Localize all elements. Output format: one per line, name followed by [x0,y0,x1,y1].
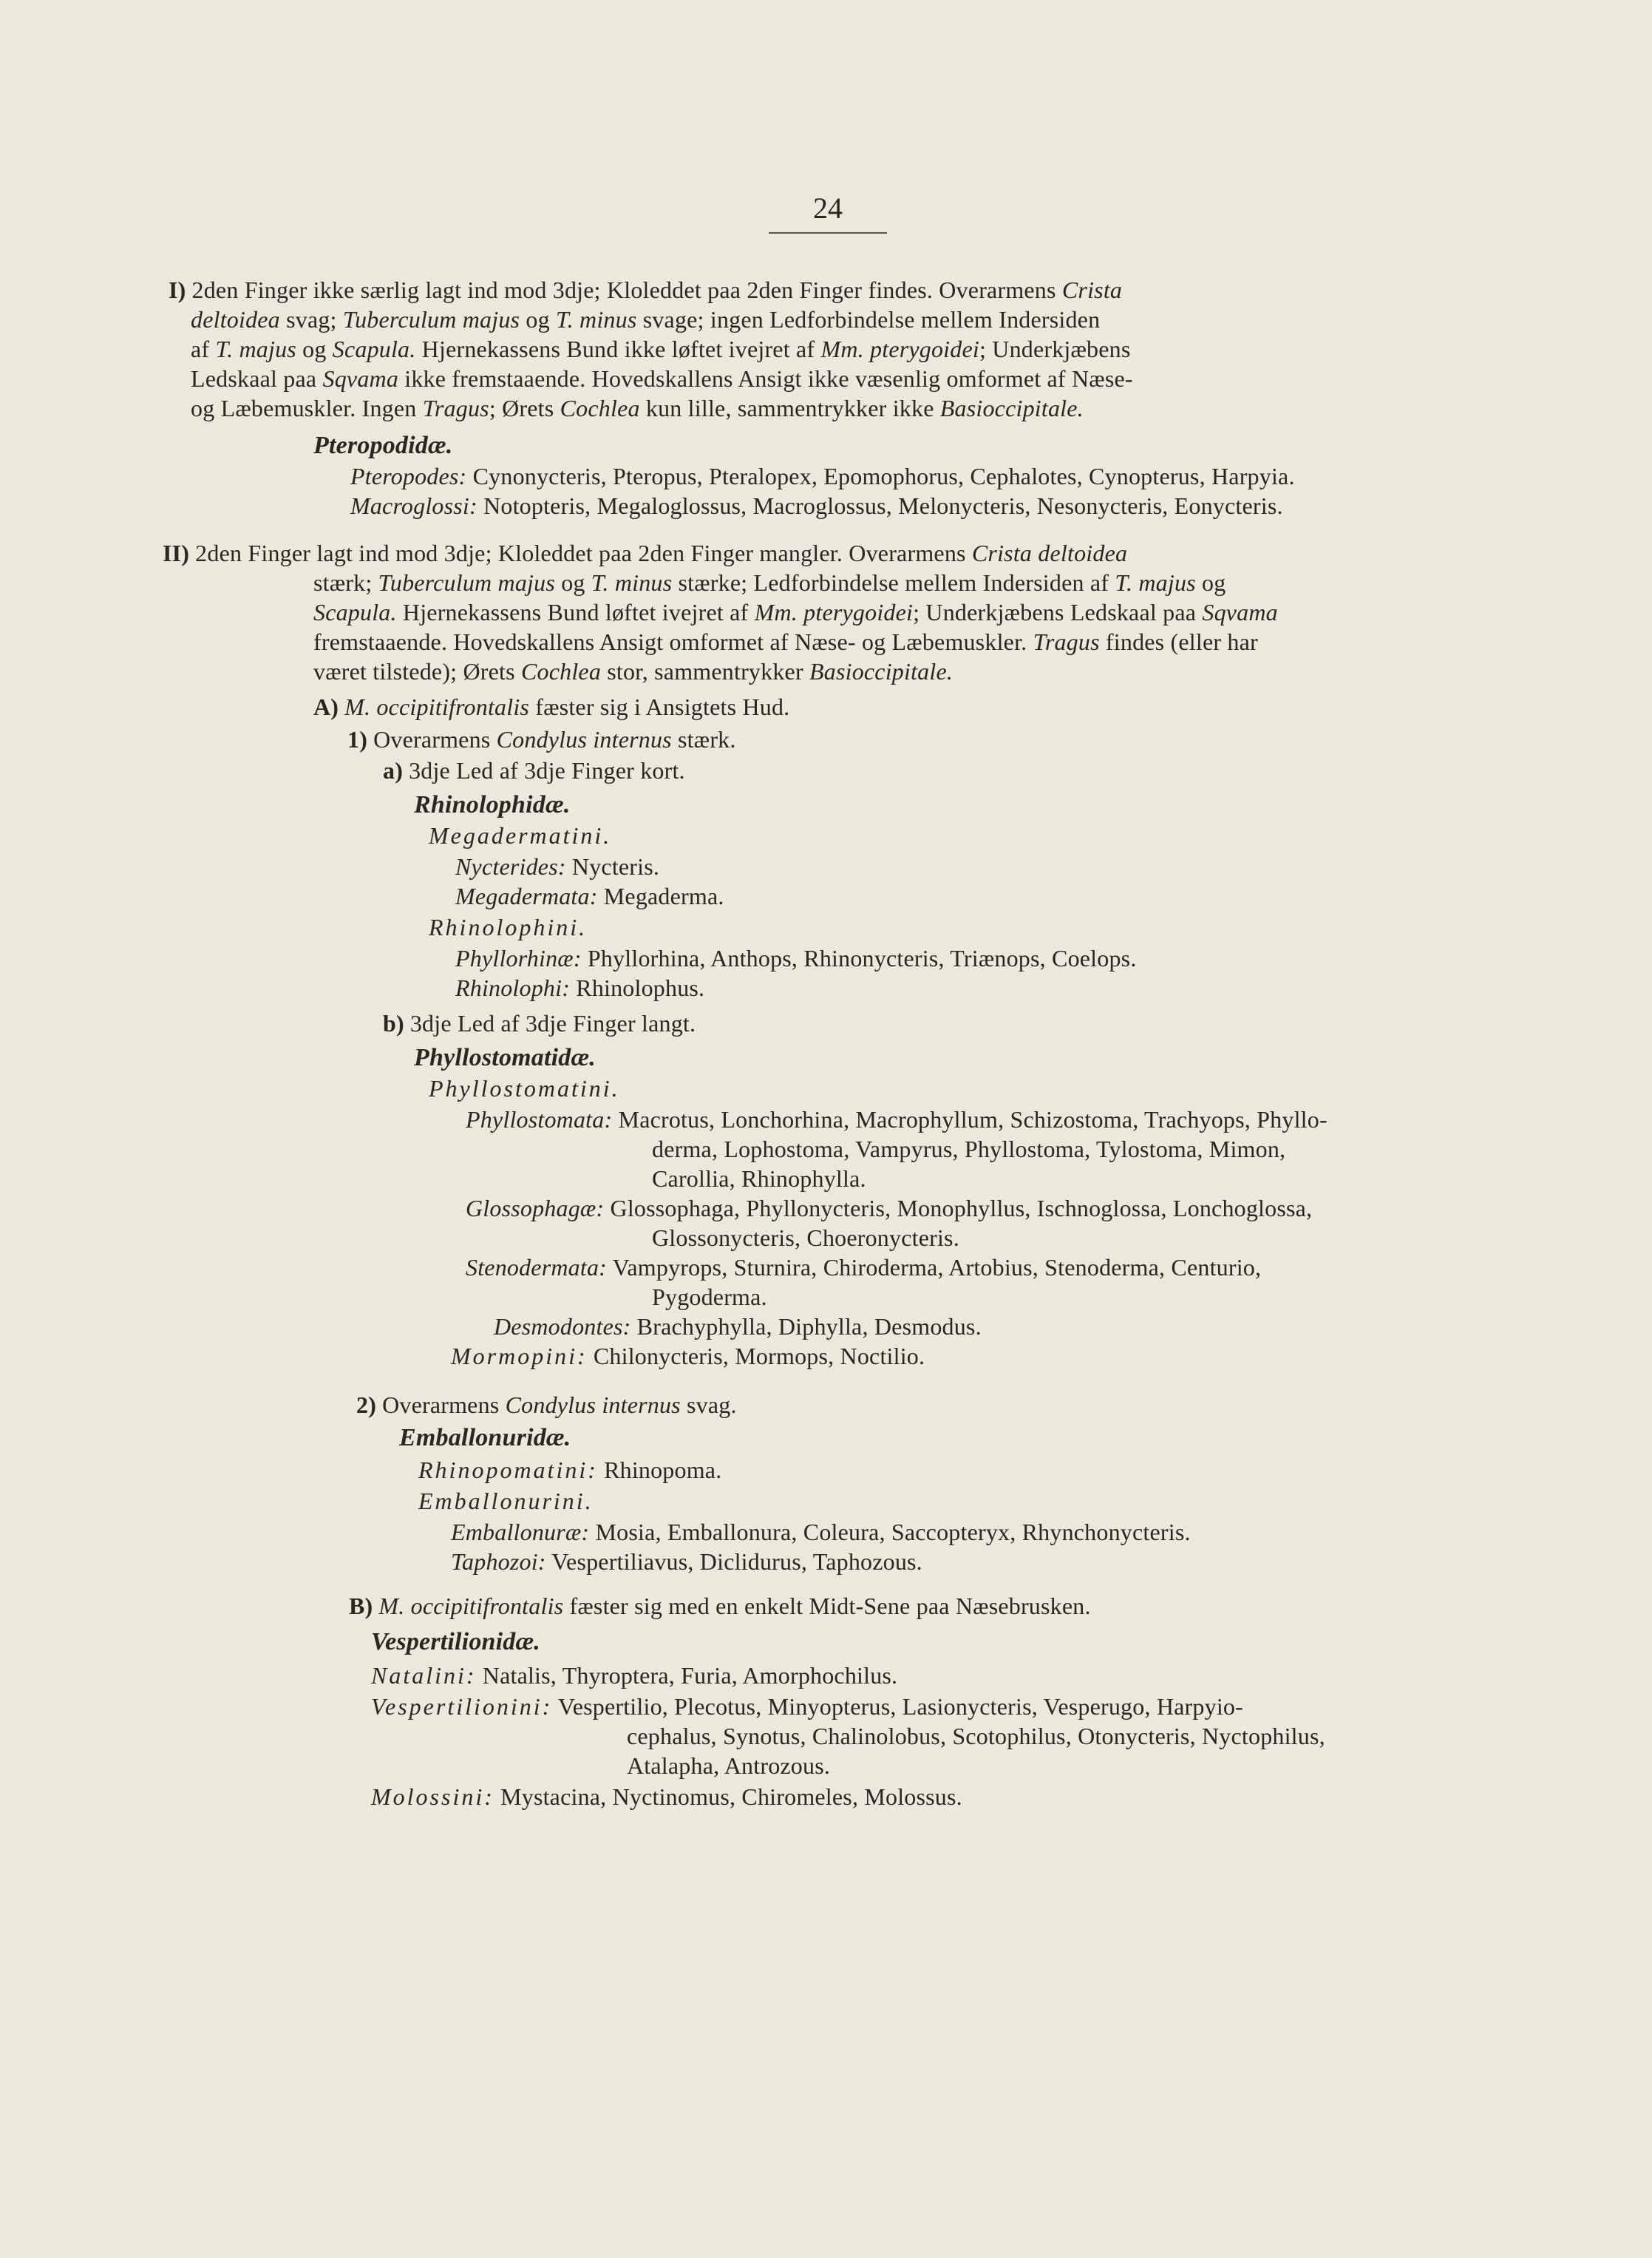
text-segment: Rhinopoma. [597,1457,722,1483]
text-segment: Cochlea [560,395,640,421]
text-line [191,334,1131,364]
text-segment: Glossonycteris, Choeronycteris. [652,1224,959,1251]
text-line [652,1134,1285,1164]
text-segment: Phyllorhinæ: [455,945,582,972]
text-segment: Sqvama [1202,599,1278,625]
text-segment: Mosia, Emballonura, Coleura, Saccopteryx, Rhynchonycteris. [589,1519,1191,1545]
text-line [414,1042,596,1073]
text-line [383,756,685,785]
text-segment: Tuberculum majus [378,569,555,596]
text-line [455,943,1137,973]
text-line [414,790,570,820]
text-segment: derma, Lophostoma, Vampyrus, Phyllostoma, Tylostoma, Mimon, [652,1136,1286,1162]
text-segment: Scapula. [332,336,416,362]
text-line [347,725,736,754]
text-line [494,1312,982,1341]
text-segment: Taphozoi: [451,1548,546,1575]
text-segment: Brachyphylla, Diphylla, Desmodus. [630,1313,982,1340]
text-segment: Desmodontes: [494,1313,631,1340]
text-segment: 2den Finger ikke særlig lagt ind mod 3dje; Kloleddet paa 2den Finger findes. Overarmens [191,277,1062,303]
text-line [191,364,1133,393]
text-segment: Phyllostomata: [466,1106,613,1133]
text-segment: Vampyrops, Sturnira, Chiroderma, Artobius, Stenoderma, Centurio, [607,1254,1262,1281]
text-segment: Sqvama [322,365,399,392]
text-segment: Notopteris, Megaloglossus, Macroglossus, Melonycteris, Nesonycteris, Eonycteris. [477,492,1283,519]
text-segment: M. occipitifrontalis [344,694,530,720]
text-segment: Megadermatini. [429,822,612,849]
text-segment: Tuberculum majus [342,306,520,333]
text-segment: Macrotus, Lonchorhina, Macrophyllum, Schizostoma, Trachyops, Phyllo- [612,1106,1328,1133]
text-segment: ; Underkjæbens Ledskaal paa [913,599,1203,625]
text-segment: Overarmens [373,726,497,753]
text-segment: og [555,569,591,596]
text-segment: stærke; Ledforbindelse mellem Indersiden af [672,569,1115,596]
page-number: 24 [813,191,843,225]
text-line [371,1627,540,1657]
text-segment: Emballonuridæ. [399,1424,571,1451]
text-segment: T. majus [215,336,296,362]
text-segment: Crista [1061,277,1123,303]
text-line [371,1661,897,1690]
text-segment: 1) [347,726,368,753]
text-segment: Crista deltoidea [971,540,1128,566]
text-line [313,657,953,686]
text-segment: Mm. pterygoidei [754,599,914,625]
text-segment: T. minus [591,569,673,596]
text-segment: Condylus internus [505,1391,681,1418]
text-line [350,461,1295,491]
text-line [418,1486,594,1516]
text-segment: Glossophaga, Phyllonycteris, Monophyllus, Ischnoglossa, Lonchoglossa, [604,1195,1313,1221]
text-segment: cephalus, Synotus, Chalinolobus, Scotophilus, Otonycteris, Nyctophilus, [627,1723,1325,1749]
text-segment: Carollia, Rhinophylla. [652,1165,866,1192]
text-segment: stærk. [671,726,736,753]
text-segment: A) [313,694,339,720]
text-segment: svage; ingen Ledforbindelse mellem Indersiden [636,306,1101,333]
text-line [466,1193,1312,1223]
text-segment: Cynonycteris, Pteropus, Pteralopex, Epomophorus, Cephalotes, Cynopterus, Harpyia. [466,463,1295,489]
text-segment: Phyllorhina, Anthops, Rhinonycteris, Triænops, Coelops. [581,945,1137,972]
text-segment: Overarmens [382,1391,506,1418]
text-line [451,1547,922,1576]
text-line [652,1223,959,1252]
text-segment: Vespertilionini: [371,1693,553,1720]
text-segment: Chilonycteris, Mormops, Noctilio. [587,1343,925,1369]
text-segment: Phyllostomatini. [429,1075,620,1102]
text-segment: Glossophagæ: [466,1195,605,1221]
text-segment: Mystacina, Nyctinomus, Chiromeles, Molossus. [494,1783,962,1810]
text-line [652,1164,866,1193]
text-segment: svag; [279,306,343,333]
text-segment: B) [349,1593,373,1619]
text-segment: svag. [680,1391,737,1418]
text-line [399,1423,571,1453]
text-line [383,1008,696,1038]
text-line [418,1455,721,1485]
text-line [429,912,587,942]
text-segment: fæster sig i Ansigtets Hud. [529,694,790,720]
text-segment: Atalapha, Antrozous. [627,1752,831,1779]
text-segment: fremstaaende. Hovedskallens Ansigt omformet af Næse- og Læbemuskler. [313,628,1033,655]
text-segment: Vespertilionidæ. [371,1628,540,1655]
text-line [356,1390,737,1420]
text-segment: Phyllostomatidæ. [414,1044,596,1071]
text-segment: findes (eller har [1099,628,1258,655]
text-segment: ; Underkjæbens [979,336,1131,362]
text-line [451,1517,1191,1547]
text-segment: stærk; [313,569,378,596]
text-segment: fæster sig med en enkelt Midt-Sene paa Næsebrusken. [563,1593,1091,1619]
text-segment: Cochlea [520,658,602,685]
text-line [451,1341,925,1371]
text-line [313,627,1258,657]
text-segment: b) [383,1010,404,1037]
text-segment: 2den Finger lagt ind mod 3dje; Kloleddet paa 2den Finger mangler. Overarmens [195,540,972,566]
text-segment: 3dje Led af 3dje Finger langt. [409,1010,696,1037]
text-segment: Emballonuræ: [451,1519,590,1545]
text-segment: I) [169,277,186,303]
text-line [313,692,789,722]
text-line [349,1591,1091,1621]
text-segment: Mm. pterygoidei [820,336,979,362]
text-line [371,1782,962,1811]
text-segment: Ledskaal paa [191,365,323,392]
text-segment: og [1195,569,1226,596]
text-line [627,1751,830,1780]
text-segment: Rhinolophi: [455,974,571,1001]
text-segment: Molossini: [371,1783,494,1810]
text-line [429,1074,620,1103]
text-line [455,881,724,911]
text-segment: ; Ørets [489,395,560,421]
text-segment: Vespertilio, Plecotus, Minyopterus, Lasionycteris, Vesperugo, Harpyio- [552,1693,1243,1720]
text-line [313,597,1278,627]
text-segment: Scapula. [313,599,397,625]
text-segment: II) [163,540,190,566]
text-line [350,491,1283,521]
text-segment: Nycteris. [565,853,660,880]
text-segment: Nycterides: [455,853,566,880]
text-segment: T. minus [556,306,637,333]
text-segment: T. majus [1115,569,1196,596]
text-segment: Tragus [422,395,489,421]
text-line [191,305,1100,334]
text-segment: a) [383,757,404,784]
text-segment: Rhinolophidæ. [414,791,571,818]
text-line [627,1721,1325,1751]
text-segment: Condylus internus [496,726,672,753]
text-line [455,973,704,1003]
text-segment: M. occipitifrontalis [378,1593,564,1619]
text-segment: og [520,306,557,333]
text-line [466,1252,1261,1282]
text-segment: været tilstede); Ørets [313,658,521,685]
text-segment: og Læbemuskler. Ingen [191,395,423,421]
text-segment: og [296,336,333,362]
text-segment: Natalis, Thyroptera, Furia, Amorphochilus. [476,1662,898,1689]
text-segment: Pteropodes: [350,463,467,489]
text-segment: Rhinopomatini: [418,1457,598,1483]
text-segment: Emballonurini. [418,1488,594,1514]
text-segment: Megaderma. [597,883,724,909]
text-segment: Stenodermata: [466,1254,608,1281]
text-segment: Basioccipitale. [809,658,954,685]
text-line [313,568,1226,597]
text-line [652,1282,767,1312]
text-segment: Rhinolophus. [570,974,705,1001]
text-segment: stor, sammentrykker [601,658,809,685]
text-line [169,275,1122,305]
text-line [429,821,611,850]
text-line [455,852,659,881]
text-line [371,1692,1243,1721]
text-segment: af [191,336,216,362]
text-segment: ikke fremstaaende. Hovedskallens Ansigt ikke væsenlig omformet af Næse- [398,365,1133,392]
text-segment: kun lille, sammentrykker ikke [639,395,940,421]
text-line [163,538,1127,568]
text-segment: Megadermata: [455,883,598,909]
text-segment: Rhinolophini. [429,914,588,940]
text-line [191,393,1084,423]
text-segment: 2) [356,1391,377,1418]
text-line [466,1105,1328,1134]
text-segment: Mormopini: [451,1343,588,1369]
text-segment: Basioccipitale. [939,395,1084,421]
text-segment: Vespertiliavus, Diclidurus, Taphozous. [545,1548,922,1575]
text-segment: Hjernekassens Bund løftet ivejret af [396,599,755,625]
text-segment: Natalini: [371,1662,477,1689]
text-segment: Pygoderma. [652,1284,767,1310]
text-segment: Hjernekassens Bund ikke løftet ivejret af [415,336,821,362]
text-line [313,430,452,461]
text-segment: 3dje Led af 3dje Finger kort. [409,757,685,784]
text-segment: Tragus [1033,628,1100,655]
text-segment: deltoidea [191,306,280,333]
text-segment: Macroglossi: [350,492,477,519]
text-segment: Pteropodidæ. [313,432,453,459]
